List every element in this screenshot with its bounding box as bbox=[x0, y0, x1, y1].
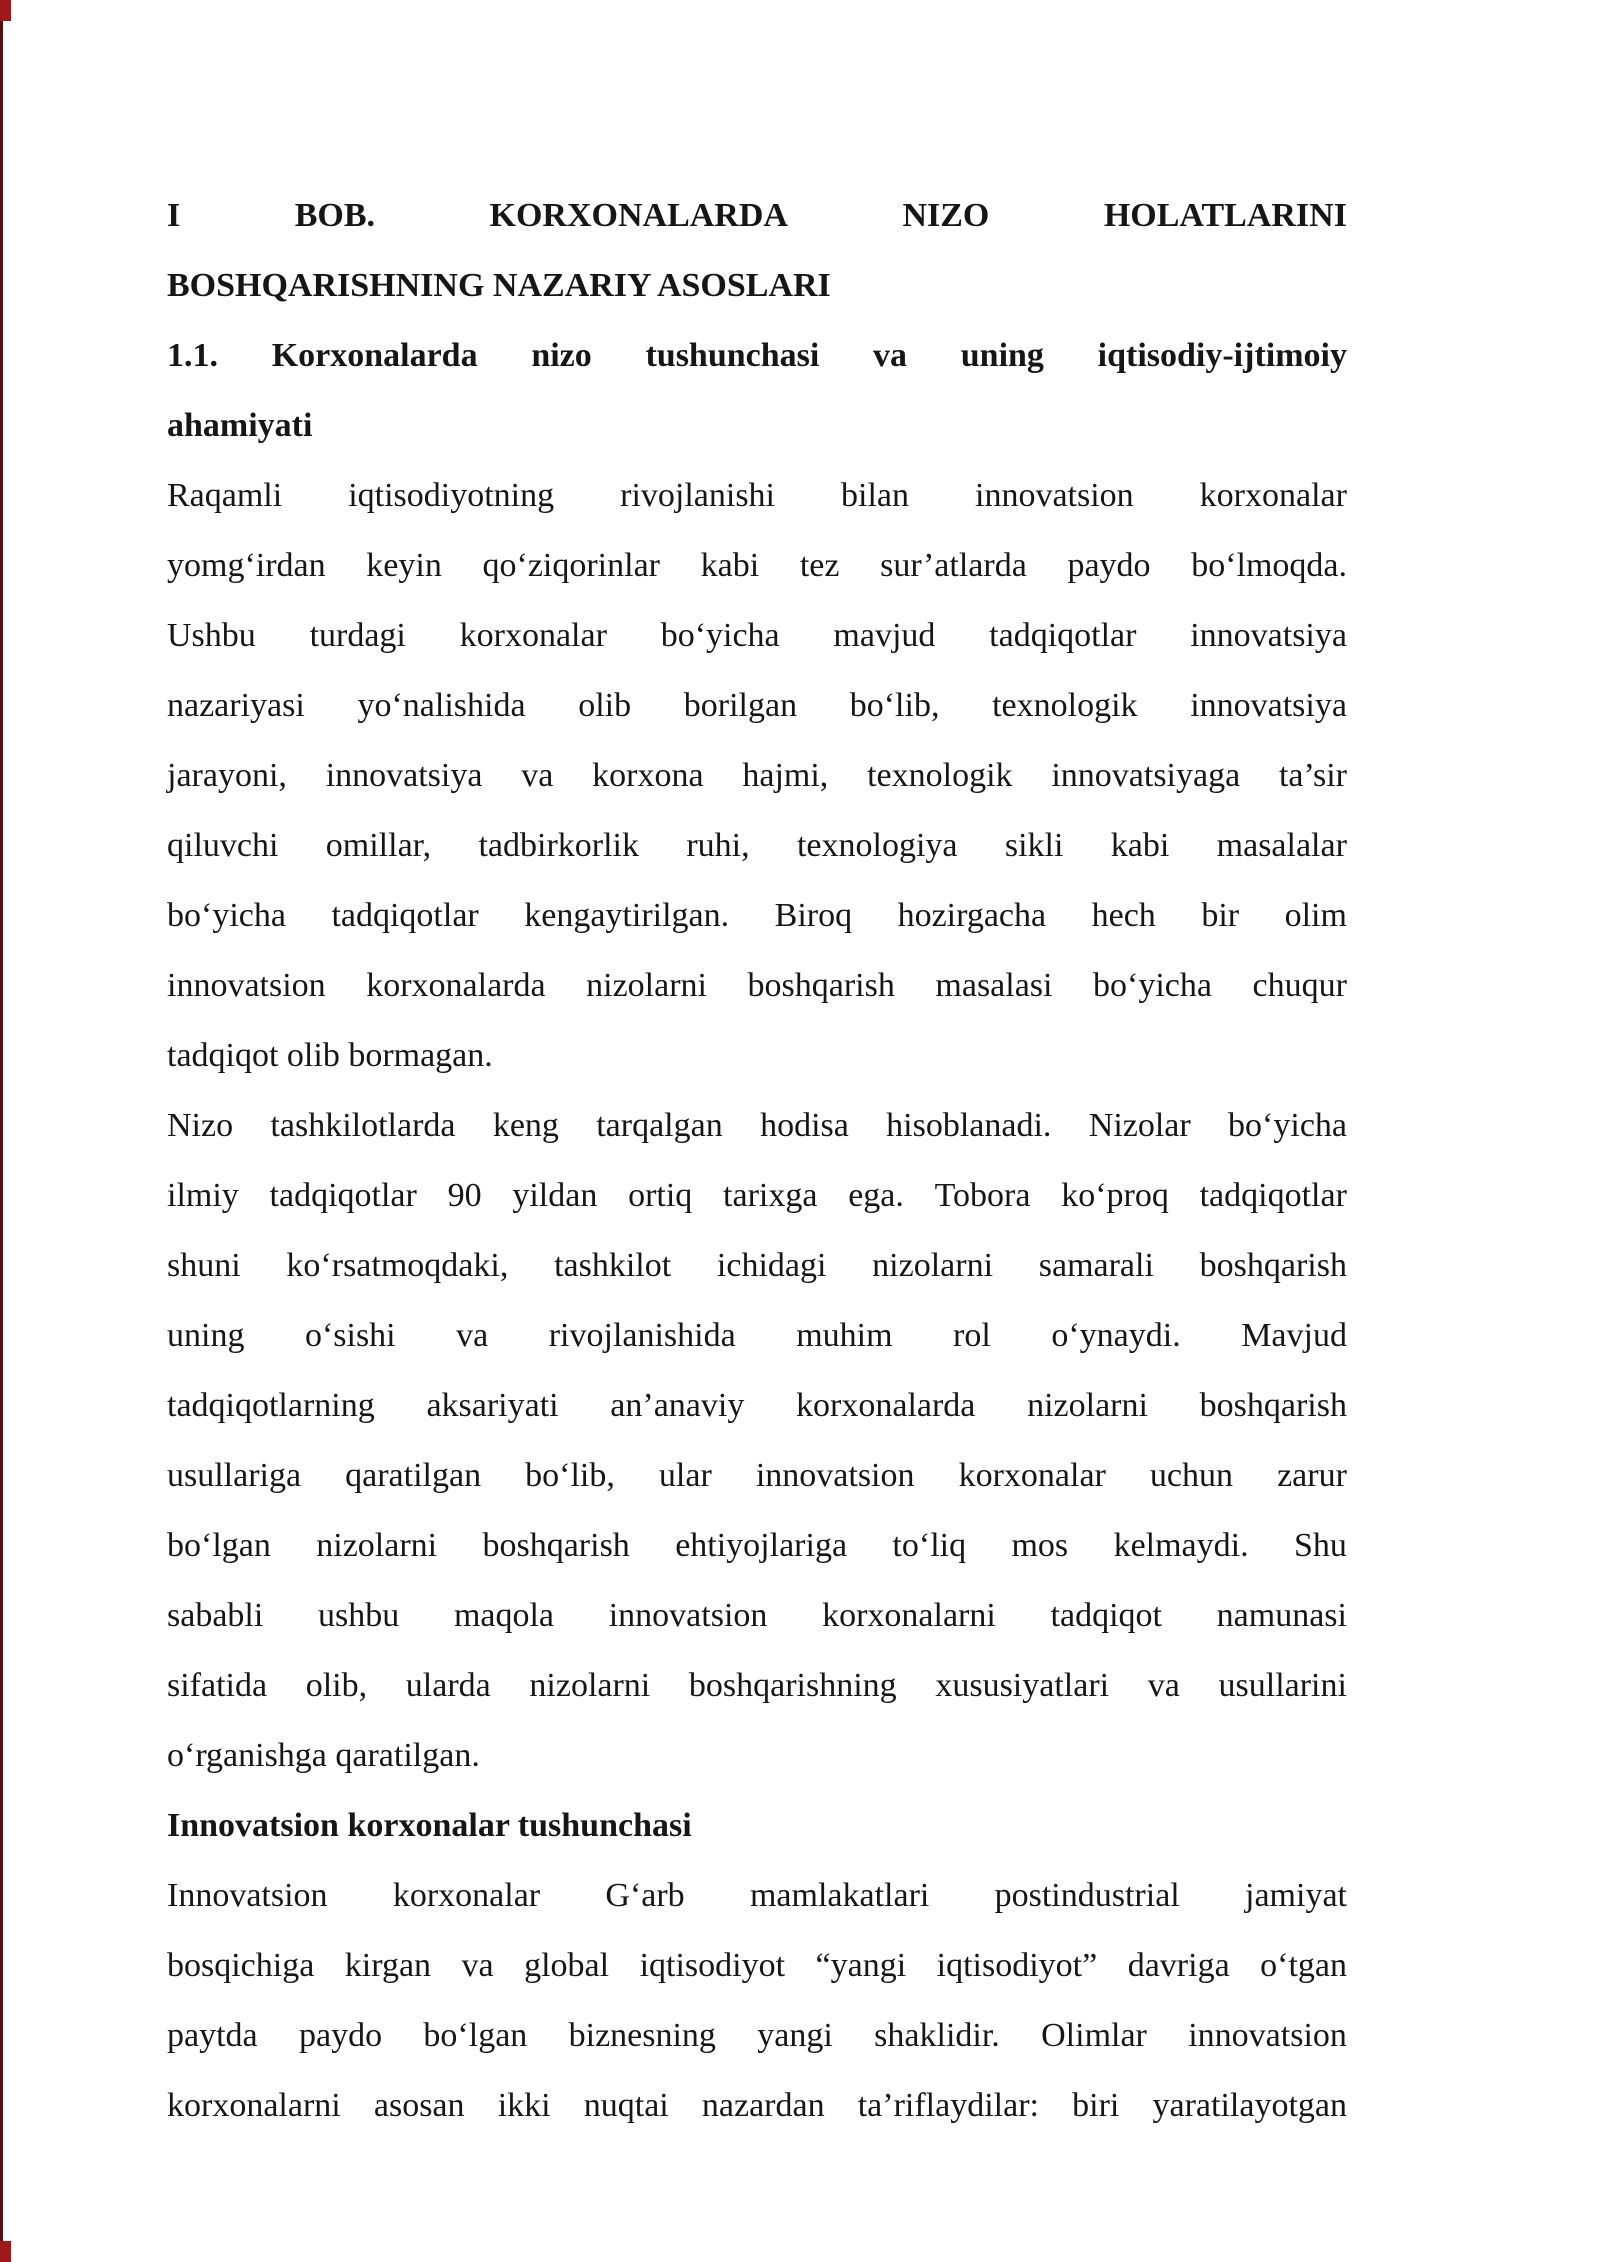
word: kelmaydi. bbox=[1113, 1527, 1249, 1564]
text-line bbox=[167, 1441, 1347, 1511]
word: qiluvchi bbox=[167, 827, 279, 864]
word: “yangi bbox=[815, 1947, 907, 1984]
word: innovatsiya bbox=[1190, 617, 1347, 654]
word: bo‘yicha bbox=[1093, 967, 1212, 1004]
word: nazardan bbox=[701, 2087, 825, 2124]
word: samarali bbox=[1038, 1247, 1154, 1284]
word: korxonalar bbox=[392, 1877, 541, 1914]
text-line bbox=[167, 671, 1347, 741]
word: qaratilgan bbox=[345, 1457, 482, 1494]
word: bilan bbox=[841, 477, 909, 514]
word: ruhi, bbox=[686, 827, 750, 864]
word: innovatsion bbox=[755, 1457, 915, 1494]
word: Tobora bbox=[934, 1177, 1031, 1214]
word: usullarini bbox=[1218, 1667, 1347, 1704]
word: va bbox=[461, 1947, 494, 1984]
word: tarqalgan bbox=[596, 1107, 723, 1144]
text-line bbox=[167, 1581, 1347, 1651]
word: omillar, bbox=[325, 827, 432, 864]
word: yo‘nalishida bbox=[357, 687, 526, 724]
word: Biroq bbox=[774, 897, 853, 934]
word: kabi bbox=[1110, 827, 1170, 864]
word: tarixga bbox=[723, 1177, 818, 1214]
word: G‘arb bbox=[605, 1877, 685, 1914]
word: ushbu bbox=[318, 1597, 400, 1634]
text-line bbox=[167, 1511, 1347, 1581]
word: olib bbox=[578, 687, 632, 724]
word: Ushbu bbox=[167, 617, 256, 654]
word: ta’sir bbox=[1278, 757, 1347, 794]
text-line: BOSHQARISHNING NAZARIY ASOSLARI bbox=[167, 267, 831, 304]
word: Mavjud bbox=[1241, 1317, 1347, 1354]
word: Korxonalarda bbox=[271, 337, 478, 374]
word: aksariyati bbox=[426, 1387, 559, 1424]
word: yaratilayotgan bbox=[1152, 2087, 1347, 2124]
paragraph-1 bbox=[167, 461, 1347, 1091]
word: I bbox=[167, 197, 181, 234]
word: nazariyasi bbox=[167, 687, 305, 724]
word: turdagi bbox=[309, 617, 406, 654]
word: ta’riflaydilar: bbox=[857, 2087, 1039, 2124]
word: Nizo bbox=[167, 1107, 234, 1144]
word: tashkilotlarda bbox=[270, 1107, 456, 1144]
word: yangi bbox=[757, 2017, 833, 2054]
text-line bbox=[167, 1091, 1347, 1161]
word: postindustrial bbox=[994, 1877, 1180, 1914]
scan-artifact-top-left bbox=[0, 0, 11, 21]
word: nizolarni bbox=[316, 1527, 438, 1564]
word: sababli bbox=[167, 1597, 264, 1634]
text-line bbox=[167, 1651, 1347, 1721]
word: bosqichiga bbox=[167, 1947, 315, 1984]
word: tez bbox=[799, 547, 840, 584]
word: tushunchasi bbox=[645, 337, 820, 374]
word: bo‘yicha bbox=[167, 897, 286, 934]
word: korxonalar bbox=[459, 617, 607, 654]
word: korxonalarda bbox=[366, 967, 546, 1004]
text-line bbox=[167, 1861, 1347, 1931]
text-line bbox=[167, 881, 1347, 951]
word: jarayoni, bbox=[167, 757, 287, 794]
word: mos bbox=[1011, 1527, 1069, 1564]
word: bo‘yicha bbox=[1228, 1107, 1347, 1144]
word: qo‘ziqorinlar bbox=[482, 547, 660, 584]
word: tadqiqotlar bbox=[1199, 1177, 1347, 1214]
word: paytda bbox=[167, 2017, 258, 2054]
word: olim bbox=[1284, 897, 1347, 934]
word: nizolarni bbox=[529, 1667, 651, 1704]
word: borilgan bbox=[683, 687, 798, 724]
word: HOLATLARINI bbox=[1103, 197, 1347, 234]
word: bir bbox=[1201, 897, 1240, 934]
word: sifatida bbox=[167, 1667, 268, 1704]
text-line bbox=[167, 601, 1347, 671]
word: Shu bbox=[1293, 1527, 1347, 1564]
word: keng bbox=[492, 1107, 559, 1144]
word: tadqiqotlar bbox=[331, 897, 479, 934]
word: ortiq bbox=[628, 1177, 693, 1214]
word: chuqur bbox=[1252, 967, 1347, 1004]
word: Innovatsion bbox=[167, 1877, 328, 1914]
word: bo‘lib, bbox=[849, 687, 940, 724]
text-line bbox=[167, 741, 1347, 811]
word: bo‘yicha bbox=[660, 617, 780, 654]
word: innovatsion bbox=[975, 477, 1134, 514]
word: kirgan bbox=[344, 1947, 432, 1984]
word: tashkilot bbox=[554, 1247, 672, 1284]
word: ilmiy bbox=[167, 1177, 239, 1214]
word: boshqarish bbox=[482, 1527, 630, 1564]
paragraph-2 bbox=[167, 1091, 1347, 1791]
word: hozirgacha bbox=[897, 897, 1047, 934]
word: korxonalar bbox=[1199, 477, 1347, 514]
text-line bbox=[167, 2071, 1347, 2141]
word: tadqiqotlarning bbox=[167, 1387, 375, 1424]
text-line bbox=[167, 1371, 1347, 1441]
word: texnologik bbox=[867, 757, 1013, 794]
word: hisoblanadi. bbox=[886, 1107, 1052, 1144]
word: ikki bbox=[497, 2087, 551, 2124]
word: bo‘lmoqda. bbox=[1191, 547, 1347, 584]
page-edge-line bbox=[0, 0, 3, 2262]
word: ehtiyojlariga bbox=[675, 1527, 848, 1564]
word: va bbox=[521, 757, 554, 794]
word: o‘tgan bbox=[1260, 1947, 1347, 1984]
text-line: Innovatsion korxonalar tushunchasi bbox=[167, 1807, 692, 1844]
word: o‘ynaydi. bbox=[1051, 1317, 1181, 1354]
word: uning bbox=[960, 337, 1044, 374]
word: 90 bbox=[447, 1177, 482, 1214]
word: innovatsion bbox=[1188, 2017, 1347, 2054]
word: boshqarish bbox=[1199, 1387, 1347, 1424]
text-line bbox=[167, 951, 1347, 1021]
word: biri bbox=[1072, 2087, 1120, 2124]
subsection-heading bbox=[167, 1791, 1347, 1861]
word: KORXONALARDA bbox=[489, 197, 788, 234]
word: tadbirkorlik bbox=[478, 827, 639, 864]
word: usullariga bbox=[167, 1457, 302, 1494]
word: innovatsion bbox=[608, 1597, 768, 1634]
word: maqola bbox=[453, 1597, 555, 1634]
scan-artifact-bottom-left bbox=[0, 2241, 11, 2262]
word: muhim bbox=[796, 1317, 893, 1354]
word: yildan bbox=[512, 1177, 598, 1214]
word: uning bbox=[167, 1317, 245, 1354]
word: va bbox=[1147, 1667, 1180, 1704]
word: tadqiqotlar bbox=[269, 1177, 417, 1214]
word: shaklidir. bbox=[874, 2017, 1000, 2054]
word: NIZO bbox=[902, 197, 990, 234]
text-line: o‘rganishga qaratilgan. bbox=[167, 1737, 480, 1774]
word: rivojlanishida bbox=[548, 1317, 736, 1354]
text-line: tadqiqot olib bormagan. bbox=[167, 1037, 493, 1074]
text-line bbox=[167, 811, 1347, 881]
word: bo‘lib, bbox=[525, 1457, 615, 1494]
word: 1.1. bbox=[167, 337, 218, 374]
word: korxona bbox=[592, 757, 704, 794]
word: an’anaviy bbox=[610, 1387, 745, 1424]
word: nizolarni bbox=[586, 967, 707, 1004]
text-line bbox=[167, 1301, 1347, 1371]
word: texnologik bbox=[992, 687, 1138, 724]
text-line bbox=[167, 1231, 1347, 1301]
text-line bbox=[167, 461, 1347, 531]
paragraph-3 bbox=[167, 1861, 1347, 2141]
word: bo‘lgan bbox=[167, 1527, 271, 1564]
word: hodisa bbox=[760, 1107, 849, 1144]
word: korxonalarni bbox=[822, 1597, 996, 1634]
text-line bbox=[167, 181, 1347, 251]
word: uchun bbox=[1149, 1457, 1234, 1494]
text-line bbox=[167, 2001, 1347, 2071]
section-heading bbox=[167, 321, 1347, 461]
text-column bbox=[167, 181, 1347, 2141]
word: hajmi, bbox=[742, 757, 829, 794]
word: korxonalarni bbox=[167, 2087, 341, 2124]
word: rol bbox=[953, 1317, 991, 1354]
word: xususiyatlari bbox=[935, 1667, 1110, 1704]
word: ichidagi bbox=[716, 1247, 827, 1284]
word: boshqarish bbox=[747, 967, 895, 1004]
word: masalasi bbox=[935, 967, 1053, 1004]
word: yomg‘irdan bbox=[167, 547, 326, 584]
word: nizolarni bbox=[1027, 1387, 1148, 1424]
word: tadqiqotlar bbox=[989, 617, 1137, 654]
word: to‘liq bbox=[892, 1527, 967, 1564]
word: masalalar bbox=[1216, 827, 1347, 864]
word: mamlakatlari bbox=[749, 1877, 930, 1914]
word: mavjud bbox=[833, 617, 936, 654]
word: jamiyat bbox=[1245, 1877, 1347, 1914]
word: boshqarishning bbox=[688, 1667, 897, 1704]
word: zarur bbox=[1277, 1457, 1347, 1494]
word: korxonalar bbox=[958, 1457, 1106, 1494]
word: global bbox=[524, 1947, 610, 1984]
word: ko‘proq bbox=[1061, 1177, 1169, 1214]
word: va bbox=[456, 1317, 489, 1354]
text-line bbox=[167, 1931, 1347, 2001]
word: olib, bbox=[305, 1667, 368, 1704]
word: nuqtai bbox=[583, 2087, 669, 2124]
text-line bbox=[167, 321, 1347, 391]
word: rivojlanishi bbox=[620, 477, 776, 514]
word: innovatsiya bbox=[1190, 687, 1347, 724]
text-line bbox=[167, 1161, 1347, 1231]
word: ko‘rsatmoqdaki, bbox=[286, 1247, 509, 1284]
word: hech bbox=[1091, 897, 1156, 934]
word: nizo bbox=[531, 337, 592, 374]
word: innovatsiyaga bbox=[1051, 757, 1241, 794]
word: shuni bbox=[167, 1247, 241, 1284]
word: nizolarni bbox=[872, 1247, 994, 1284]
word: iqtisodiy-ijtimoiy bbox=[1097, 337, 1347, 374]
word: va bbox=[873, 337, 908, 374]
word: sikli bbox=[1004, 827, 1064, 864]
word: ularda bbox=[405, 1667, 491, 1704]
word: Olimlar bbox=[1041, 2017, 1147, 2054]
text-line: ahamiyati bbox=[167, 407, 313, 444]
word: o‘sishi bbox=[304, 1317, 396, 1354]
word: namunasi bbox=[1216, 1597, 1347, 1634]
word: sur’atlarda bbox=[880, 547, 1027, 584]
word: iqtisodiyotning bbox=[348, 477, 555, 514]
word: kabi bbox=[700, 547, 760, 584]
word: tadqiqot bbox=[1050, 1597, 1162, 1634]
word: Nizolar bbox=[1088, 1107, 1191, 1144]
word: ular bbox=[658, 1457, 712, 1494]
word: ega. bbox=[848, 1177, 904, 1214]
word: paydo bbox=[1067, 547, 1151, 584]
word: innovatsiya bbox=[325, 757, 483, 794]
word: asosan bbox=[373, 2087, 465, 2124]
word: bo‘lgan bbox=[423, 2017, 528, 2054]
word: texnologiya bbox=[796, 827, 958, 864]
word: korxonalarda bbox=[796, 1387, 976, 1424]
word: Raqamli bbox=[167, 477, 283, 514]
text-line bbox=[167, 531, 1347, 601]
word: innovatsion bbox=[167, 967, 326, 1004]
word: kengaytirilgan. bbox=[524, 897, 730, 934]
word: keyin bbox=[366, 547, 442, 584]
word: davriga bbox=[1127, 1947, 1230, 1984]
word: biznesning bbox=[568, 2017, 716, 2054]
word: BOB. bbox=[294, 197, 376, 234]
word: iqtisodiyot” bbox=[936, 1947, 1098, 1984]
chapter-heading bbox=[167, 181, 1347, 321]
word: iqtisodiyot bbox=[639, 1947, 786, 1984]
word: boshqarish bbox=[1199, 1247, 1347, 1284]
word: paydo bbox=[298, 2017, 383, 2054]
